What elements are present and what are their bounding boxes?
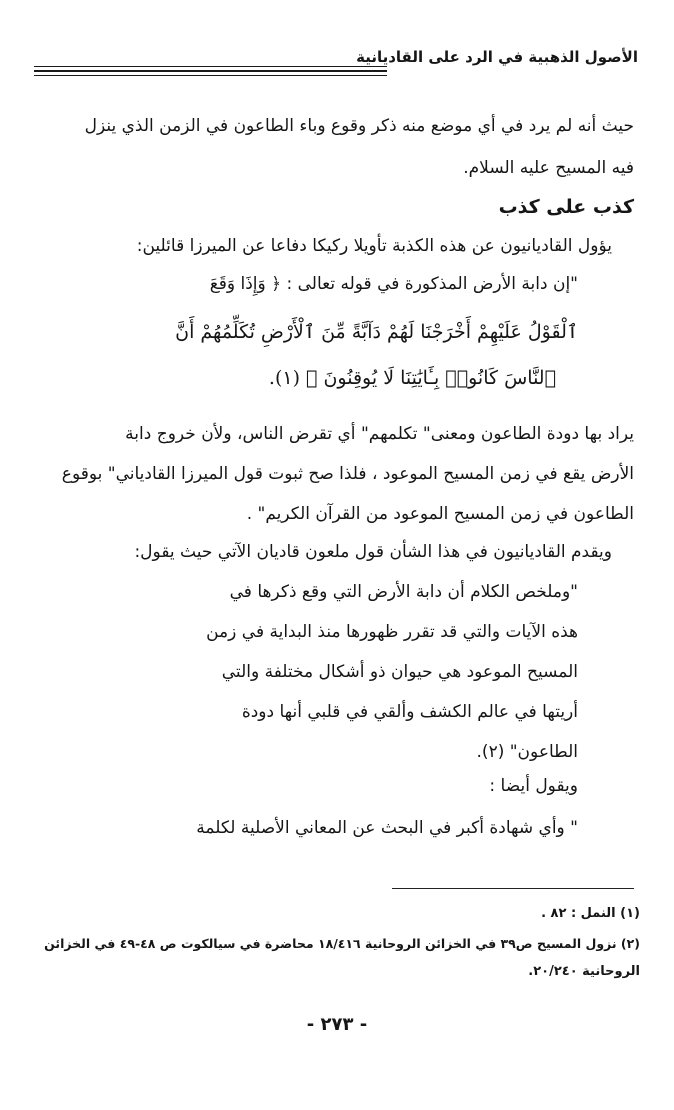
header-rule-thick xyxy=(34,70,387,72)
body-line: يؤول القاديانيون عن هذه الكذبة تأويلا ركيكا دفاعا عن الميرزا قائلين: xyxy=(136,236,612,256)
header-rule-thin xyxy=(34,66,387,67)
section-heading: كذب على كذب xyxy=(498,196,634,218)
footnote-2: (٢) نزول المسيح ص٣٩ في الخزائن الروحانية ١٨/٤١٦ محاضرة في سيالكوت ص ٤٨-٤٩ في الخزائن xyxy=(44,936,640,951)
body-line: ويقول أيضا : xyxy=(489,776,578,796)
quote-line: أريتها في عالم الكشف وألقي في قلبي أنها دودة xyxy=(241,702,578,722)
footnote-separator xyxy=(392,888,634,889)
body-line: فيه المسيح عليه السلام. xyxy=(463,158,634,178)
header-rule-thin-lower xyxy=(34,75,387,76)
footnote-1: (١) النمل : ٨٢ . xyxy=(541,906,640,921)
quote-line: "وملخص الكلام أن دابة الأرض التي وقع ذكرها في xyxy=(229,582,578,602)
quran-verse-line: ٱلنَّاسَ كَانُوا۟ بِـَٔايَٰتِنَا لَا يُوقِنُونَ ﴾ (١). xyxy=(268,367,556,389)
quran-verse-line: ٱلْقَوْلُ عَلَيْهِمْ أَخْرَجْنَا لَهُمْ دَآبَّةً مِّنَ ٱلْأَرْضِ تُكَلِّمُهُمْ أَنَّ xyxy=(175,321,578,343)
quote-line: المسيح الموعود هي حيوان ذو أشكال مختلفة والتي xyxy=(221,662,578,682)
body-line: يراد بها دودة الطاعون ومعنى" تكلمهم" أي تقرض الناس، ولأن خروج دابة xyxy=(125,424,634,444)
body-line: الطاعون في زمن المسيح الموعود من القرآن الكريم" . xyxy=(246,504,634,524)
quote-line: "إن دابة الأرض المذكورة في قوله تعالى : ﴿ وَإِذَا وَقَعَ xyxy=(209,274,578,294)
quote-line: هذه الآيات والتي قد تقرر ظهورها منذ البداية في زمن xyxy=(206,622,578,642)
quote-line: الطاعون" (٢). xyxy=(476,742,578,762)
page-number: - ٢٧٣ - xyxy=(306,1014,368,1035)
body-line: حيث أنه لم يرد في أي موضع منه ذكر وقوع وباء الطاعون في الزمن الذي ينزل xyxy=(84,116,634,136)
running-header-title: الأصول الذهبية في الرد على القاديانية xyxy=(356,48,638,66)
body-line: ويقدم القاديانيون في هذا الشأن قول ملعون قاديان الآتي حيث يقول: xyxy=(134,542,612,562)
body-line: الأرض يقع في زمن المسيح الموعود ، فلذا صح ثبوت قول الميرزا القادياني" بوقوع xyxy=(61,464,634,484)
footnote-2-continued: الروحانية ٢٠/٢٤٠. xyxy=(528,964,640,979)
quote-line: " وأي شهادة أكبر في البحث عن المعاني الأصلية لكلمة xyxy=(196,818,578,838)
